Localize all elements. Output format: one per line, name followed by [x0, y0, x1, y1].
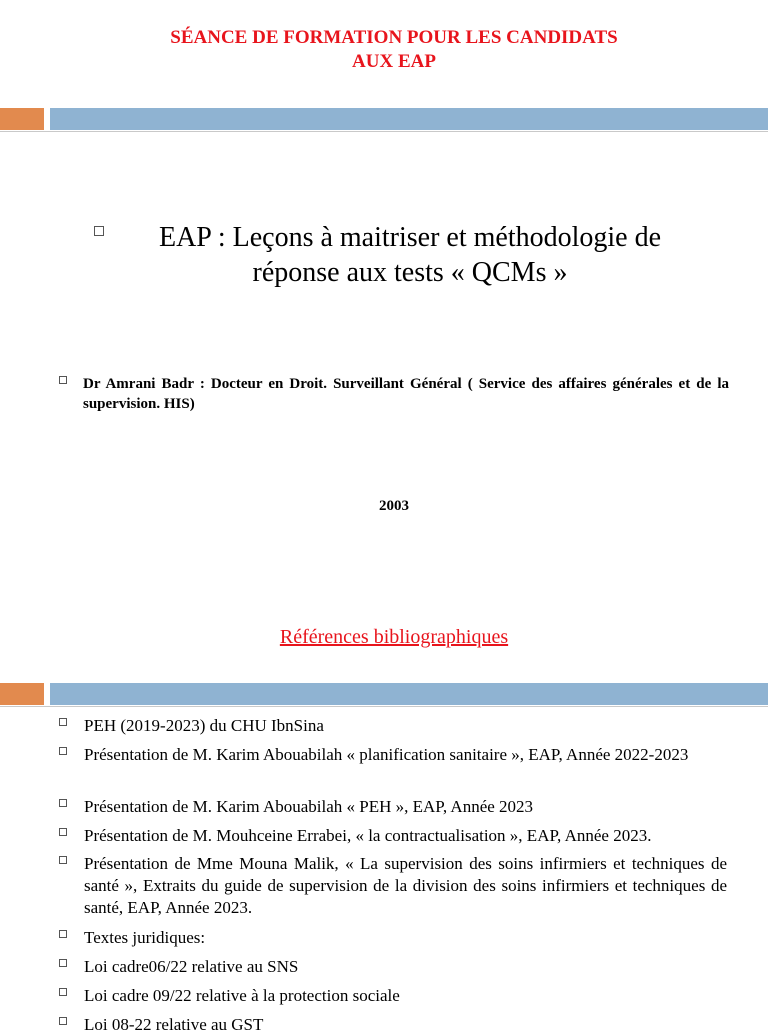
bullet-square-icon [59, 988, 67, 996]
bar-divider-line [0, 706, 768, 707]
list-item: Présentation de Mme Mouna Malik, « La supervision des soins infirmiers et techniques de santé », Extraits du guide de supervision de la division des soins infirmiers et techniques de santé, EAP, Année 2023. [84, 854, 727, 917]
year: 2003 [379, 498, 409, 514]
bullet-square-icon [59, 747, 67, 755]
bullet-square-icon [59, 718, 67, 726]
bullet-square-icon [59, 856, 67, 864]
title-line-2: AUX EAP [352, 51, 436, 72]
bullet-square-icon [59, 959, 67, 967]
bullet-square-icon [59, 828, 67, 836]
references-heading: Références bibliographiques [279, 626, 509, 648]
author-info: Dr Amrani Badr : Docteur en Droit. Surveillant Général ( Service des affaires générales et de la supervision. HIS) [83, 376, 729, 412]
main-topic [130, 220, 690, 290]
bullet-square-icon [59, 930, 67, 938]
bar-blue-block [50, 108, 768, 130]
list-item: Textes juridiques: [84, 928, 206, 947]
list-item: Loi cadre06/22 relative au SNS [84, 957, 299, 976]
list-item: Présentation de M. Mouhceine Errabei, « la contractualisation », EAP, Année 2023. [84, 826, 652, 845]
list-item: Loi 08-22 relative au GST [84, 1015, 264, 1034]
bar-divider-line [0, 131, 768, 132]
list-item: Présentation de M. Karim Abouabilah « planification sanitaire », EAP, Année 2022-2023 [84, 745, 689, 764]
bar-blue-block [50, 683, 768, 705]
bar-orange-block [0, 108, 44, 130]
bullet-square-icon [59, 799, 67, 807]
slide-title [0, 26, 768, 74]
bullet-square-icon [94, 226, 104, 236]
list-item: PEH (2019-2023) du CHU IbnSina [84, 716, 324, 735]
bullet-square-icon [59, 376, 67, 384]
bar-orange-block [0, 683, 44, 705]
title-line-1: SÉANCE DE FORMATION POUR LES CANDIDATS [170, 27, 618, 48]
main-topic-line-1: EAP : Leçons à maitriser et méthodologie de [158, 222, 662, 253]
decorative-header-bar [0, 683, 768, 705]
main-topic-line-2: réponse aux tests « QCMs » [252, 257, 568, 288]
list-item: Présentation de M. Karim Abouabilah « PEH », EAP, Année 2023 [84, 797, 534, 816]
decorative-header-bar [0, 108, 768, 130]
list-item: Loi cadre 09/22 relative à la protection sociale [84, 986, 400, 1005]
